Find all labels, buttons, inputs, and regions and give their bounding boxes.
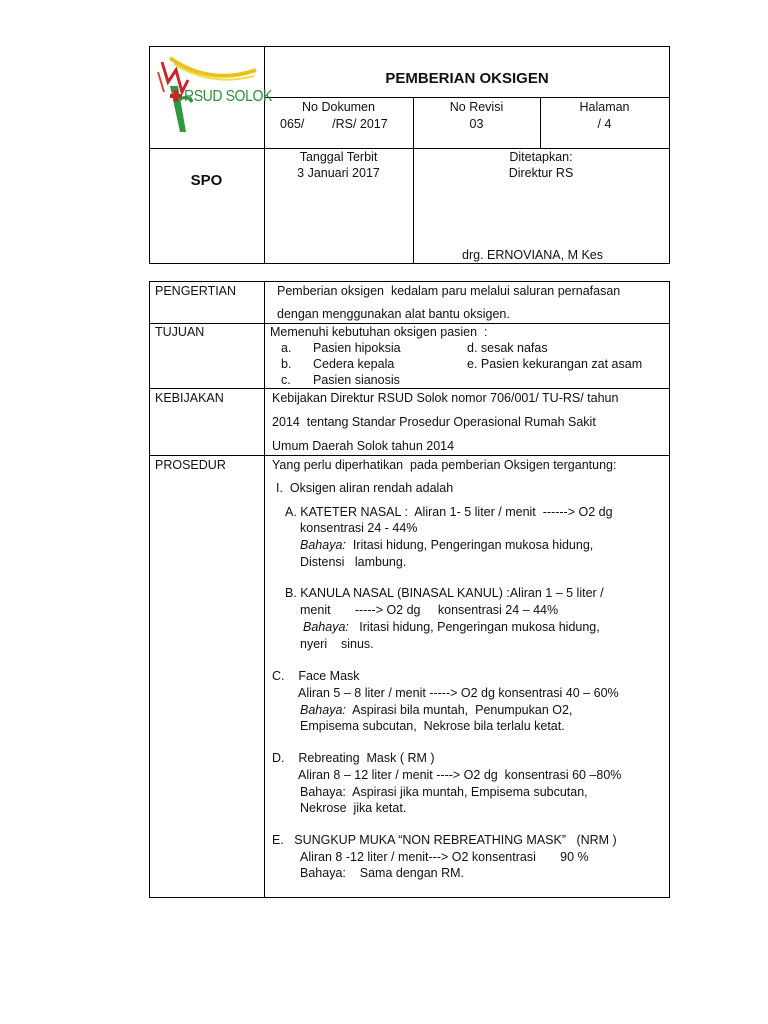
- prosedur-a-bahaya: [300, 538, 593, 553]
- prosedur-c-line: Empisema subcutan, Nekrose bila terlalu ketat.: [300, 719, 565, 733]
- pengertian-label: PENGERTIAN: [155, 284, 237, 298]
- prosedur-b-bahaya: [303, 620, 600, 635]
- pengertian-line-1: Pemberian oksigen kedalam paru melalui saluran pernafasan: [277, 284, 621, 298]
- spo-label: SPO: [190, 172, 223, 189]
- signatory-name: drg. ERNOVIANA, M Kes: [462, 248, 604, 262]
- tujuan-item-letter: a.: [281, 341, 292, 355]
- tujuan-item-letter: b.: [281, 357, 292, 371]
- prosedur-a-line: konsentrasi 24 - 44%: [300, 521, 418, 535]
- halaman-value: / 4: [597, 117, 612, 131]
- tujuan-item-letter: c.: [281, 373, 291, 387]
- prosedur-b-line: menit -----> O2 dg konsentrasi 24 – 44%: [300, 603, 559, 617]
- no-revisi-value: 03: [469, 117, 484, 131]
- document-title: PEMBERIAN OKSIGEN: [385, 70, 549, 87]
- bahaya-text: Iritasi hidung, Pengeringan mukosa hidung,: [345, 538, 594, 552]
- tujuan-item-text: Cedera kepala: [313, 357, 395, 371]
- no-revisi-label: No Revisi: [449, 100, 504, 114]
- prosedur-c-title: C. Face Mask: [272, 669, 360, 683]
- kebijakan-label: KEBIJAKAN: [155, 391, 224, 405]
- prosedur-label: PROSEDUR: [155, 458, 226, 472]
- tujuan-intro: Memenuhi kebutuhan oksigen pasien :: [270, 325, 488, 339]
- prosedur-subheading: I. Oksigen aliran rendah adalah: [276, 481, 454, 495]
- prosedur-intro: Yang perlu diperhatikan pada pemberian Oksigen tergantung:: [272, 458, 617, 472]
- bahaya-text: Aspirasi bila muntah, Penumpukan O2,: [345, 703, 573, 717]
- tujuan-item-text: Pasien hipoksia: [313, 341, 401, 355]
- hospital-logo: [152, 52, 272, 144]
- pengertian-line-2: dengan menggunakan alat bantu oksigen.: [277, 307, 510, 321]
- bahaya-text: Iritasi hidung, Pengeringan mukosa hidung,: [348, 620, 600, 634]
- kebijakan-line-3: Umum Daerah Solok tahun 2014: [272, 439, 455, 453]
- ditetapkan-label: Ditetapkan:: [509, 150, 573, 164]
- prosedur-a-line: Distensi lambung.: [300, 555, 407, 569]
- prosedur-d-title: D. Rebreating Mask ( RM ): [272, 751, 435, 765]
- prosedur-b-title: B. KANULA NASAL (BINASAL KANUL) :Aliran 1 – 5 liter /: [285, 586, 604, 600]
- prosedur-b-line: nyeri sinus.: [300, 637, 374, 651]
- bahaya-label: Bahaya:: [300, 703, 346, 717]
- kebijakan-line-2: 2014 tentang Standar Prosedur Operasional Rumah Sakit: [272, 415, 596, 429]
- prosedur-d-line: Aliran 8 – 12 liter / menit ----> O2 dg konsentrasi 60 –80%: [298, 768, 622, 782]
- prosedur-a-title: A. KATETER NASAL : Aliran 1- 5 liter / menit ------> O2 dg: [285, 505, 613, 519]
- tujuan-item-right: e. Pasien kekurangan zat asam: [467, 357, 643, 371]
- no-dokumen-value: 065/ /RS/ 2017: [280, 117, 388, 131]
- halaman-label: Halaman: [579, 100, 630, 114]
- prosedur-e-line: Bahaya: Sama dengan RM.: [300, 866, 464, 880]
- bahaya-label: Bahaya:: [300, 538, 346, 552]
- prosedur-c-bahaya: [300, 703, 572, 718]
- kebijakan-line-1: Kebijakan Direktur RSUD Solok nomor 706/001/ TU-RS/ tahun: [272, 391, 619, 405]
- prosedur-d-line: Nekrose jika ketat.: [300, 801, 407, 815]
- prosedur-e-line: Aliran 8 -12 liter / menit---> O2 konsentrasi 90 %: [300, 850, 589, 864]
- tanggal-terbit-label: Tanggal Terbit: [299, 150, 378, 164]
- tujuan-item-text: Pasien sianosis: [313, 373, 400, 387]
- no-dokumen-label: No Dokumen: [302, 100, 375, 114]
- logo-text: RSUD SOLOK: [184, 88, 272, 105]
- prosedur-c-line: Aliran 5 – 8 liter / menit -----> O2 dg konsentrasi 40 – 60%: [298, 686, 619, 700]
- prosedur-e-title: E. SUNGKUP MUKA “NON REBREATHING MASK” (NRM ): [272, 833, 617, 847]
- tujuan-item-right: d. sesak nafas: [467, 341, 548, 355]
- prosedur-d-line: Bahaya: Aspirasi jika muntah, Empisema subcutan,: [300, 785, 588, 799]
- tujuan-label: TUJUAN: [155, 325, 205, 339]
- ditetapkan-by: Direktur RS: [508, 166, 574, 180]
- bahaya-label: Bahaya:: [303, 620, 349, 634]
- tanggal-terbit-value: 3 Januari 2017: [297, 166, 380, 180]
